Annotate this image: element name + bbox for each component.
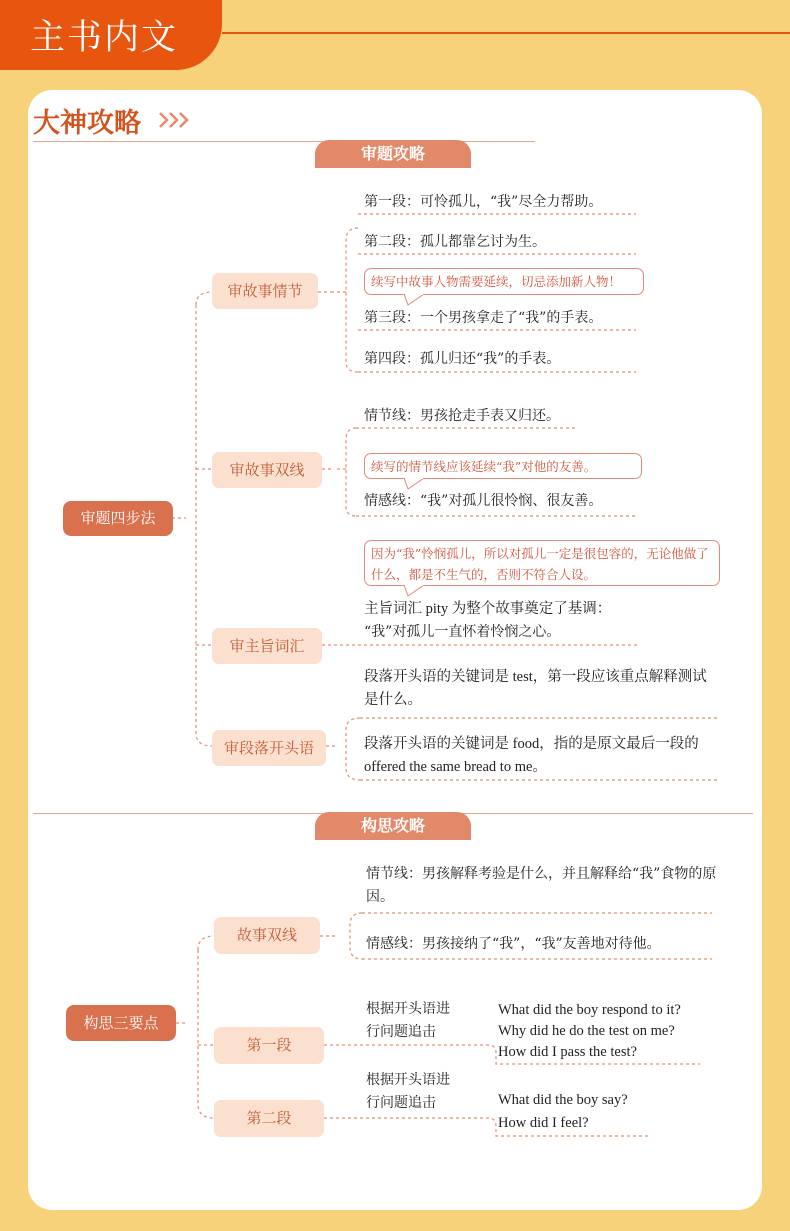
plot-item-3: 第三段：一个男孩拿走了“我”的手表。	[364, 310, 603, 326]
branch-opening-sentence: 审段落开头语	[212, 730, 326, 766]
para1-question-1: What did the boy respond to it?	[498, 1002, 681, 1018]
branch-plot: 审故事情节	[212, 273, 318, 309]
branch-theme-words: 审主旨词汇	[212, 628, 322, 664]
callout-tail-icon	[404, 585, 426, 597]
para2-prompt-2: 行问题追击	[366, 1095, 436, 1111]
theme-line-2: “我”对孤儿一直怀着怜悯之心。	[364, 624, 561, 640]
para1-prompt-2: 行问题追击	[366, 1024, 436, 1040]
branch-story-lines: 故事双线	[214, 917, 320, 954]
dual-line-emotion: 情感线：“我”对孤儿很怜悯、很友善。	[364, 493, 603, 509]
header-title: 主书内文	[30, 18, 179, 58]
callout-tail-icon	[404, 294, 426, 306]
callout-tail-icon	[404, 478, 426, 490]
para2-prompt-1: 根据开头语进	[366, 1072, 450, 1088]
root-node-review: 审题四步法	[63, 501, 173, 536]
story-plot-line: 情节线：男孩解释考验是什么，并且解释给“我”食物的原因。	[366, 866, 717, 905]
opening-item-1: 段落开头语的关键词是 test，第一段应该重点解释测试是什么。	[364, 669, 707, 708]
theme-callout: 因为“我”怜悯孤儿，所以对孤儿一定是很包容的，无论他做了什么，都是不生气的，否则不符合人设。	[364, 540, 720, 586]
section-title: 大神攻略	[33, 108, 141, 139]
theme-line-1: 主旨词汇 pity 为整个故事奠定了基调：	[364, 601, 612, 617]
pill-planning-strategy: 构思攻略	[315, 812, 471, 840]
plot-item-2: 第二段：孤儿都靠乞讨为生。	[364, 234, 546, 250]
para1-question-3: How did I pass the test?	[498, 1044, 637, 1060]
branch-paragraph-1: 第一段	[214, 1027, 324, 1064]
para2-question-2: How did I feel?	[498, 1115, 589, 1131]
para1-prompt-1: 根据开头语进	[366, 1001, 450, 1017]
para2-question-1: What did the boy say?	[498, 1092, 628, 1108]
story-emotion-line: 情感线：男孩接纳了“我”，“我”友善地对待他。	[366, 936, 661, 952]
root-node-planning: 构思三要点	[66, 1005, 176, 1041]
dual-lines-callout: 续写的情节线应该延续“我”对他的友善。	[364, 453, 642, 479]
plot-item-1: 第一段：可怜孤儿，“我”尽全力帮助。	[364, 194, 603, 210]
plot-callout: 续写中故事人物需要延续，切忌添加新人物！	[364, 268, 644, 295]
dual-line-plot: 情节线：男孩抢走手表又归还。	[364, 408, 560, 424]
branch-dual-lines: 审故事双线	[212, 452, 322, 488]
branch-paragraph-2: 第二段	[214, 1100, 324, 1137]
pill-review-strategy: 审题攻略	[315, 140, 471, 168]
opening-item-2: 段落开头语的关键词是 food，指的是原文最后一段的 offered the same bread to me。	[364, 736, 699, 775]
plot-item-4: 第四段：孤儿归还“我”的手表。	[364, 351, 561, 367]
para1-question-2: Why did he do the test on me?	[498, 1023, 675, 1039]
